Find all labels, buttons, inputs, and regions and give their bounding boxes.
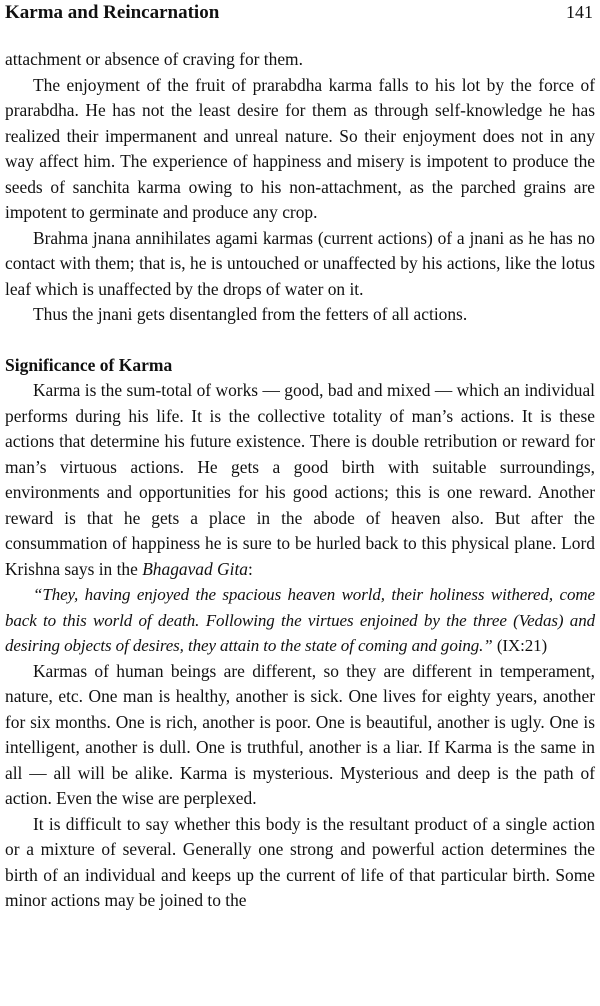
paragraph-continued: attachment or absence of craving for them. <box>5 49 303 69</box>
quote-reference: (IX:21) <box>492 636 548 655</box>
paragraph-significance <box>5 378 595 582</box>
running-title: Karma and Reincarnation <box>5 2 220 23</box>
paragraph-prarabdha: The enjoyment of the fruit of prarabdha karma falls to his lot by the force of prarabdha. He has not the least desire for them as through self-knowledge he has realized their impermanent and unreal nature. So their enjoyment does not in any way affect him. The experience of happiness and misery is impotent to produce the seeds of sanchita karma owing to his non-attachment, as the parched grains are impotent to germinate and produce any crop. <box>5 74 595 222</box>
paragraph-significance-text: Karma is the sum-total of works — good, bad and mixed — which an individual performs during his life. It is the collective totality of man’s actions. It is these actions that determine his future existence. There is double retribution or reward for man’s virtuous actions. He gets a good birth with suitable surroundings, environments and opportunities for his good actions; this is one reward. Another reward is that he gets a place in the abode of heaven also. But after the consummation of happiness he is sure to be hurled back to this physical plane. Lord Krishna says in the <box>5 380 595 579</box>
page-header <box>5 2 595 32</box>
paragraph-disentangled: Thus the jnani gets disentangled from the fetters of all actions. <box>33 304 468 324</box>
page-number: 141 <box>566 2 593 22</box>
paragraph-difficult: It is difficult to say whether this body is the resultant product of a single action or a mixture of several. Generally one strong and powerful action determines the birth of an individual and keeps up the current of life of that particular birth. Some minor actions may be joined to the <box>5 813 595 910</box>
book-title: Bhagavad Gita <box>142 558 248 579</box>
paragraph-karmas-different: Karmas of human beings are different, so they are different in temperament, nature, etc. One man is healthy, another is sick. One lives for eighty years, another for six months. One is rich, another is poor. One is beautiful, another is ugly. One is intelligent, another is dull. One is truthful, another is a liar. If Karma is the same in all — all will be alike. Karma is mysterious. Mysterious and deep is the path of action. Even the wise are perplexed. <box>5 660 595 808</box>
paragraph-colon: : <box>247 558 253 579</box>
quote-text: “They, having enjoyed the spacious heaven world, their holiness withered, come back to this world of death. Following the virtues enjoined by the three (Vedas) and desiring objects of desires, they attain to the state of coming and going.” <box>5 585 595 655</box>
section-heading: Significance of Karma <box>5 354 173 375</box>
paragraph-brahma-jnana: Brahma jnana annihilates agami karmas (current actions) of a jnani as he has no contact with them; that is, he is untouched or unaffected by his actions, like the lotus leaf which is unaffected by the drops of water on it. <box>5 227 595 299</box>
gita-quote <box>5 582 595 659</box>
